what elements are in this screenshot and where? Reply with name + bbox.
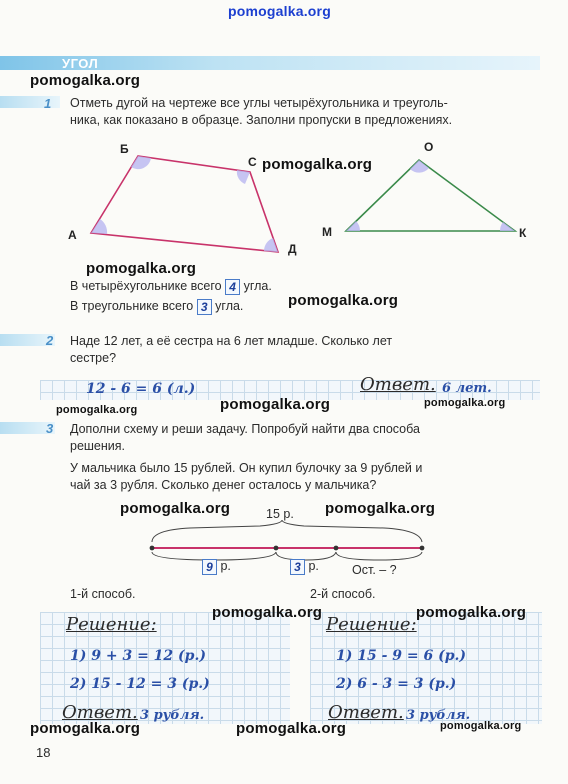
scheme-part2: [290, 558, 319, 575]
vertex-label-o: О: [424, 140, 434, 154]
sentence2-before: В треугольнике всего: [70, 299, 194, 313]
section-title: УГОЛ: [62, 56, 99, 71]
segment-point: [334, 546, 339, 551]
method1-label: 1-й способ.: [70, 587, 136, 601]
task1-text-line1: Отметь дугой на чертеже все углы четырёхугольника и треуголь-: [70, 96, 448, 110]
watermark: pomogalka.org: [56, 404, 138, 416]
method2-step1: 1) 15 - 9 = 6 (р.): [336, 648, 467, 664]
segment-point: [150, 546, 155, 551]
task1-number: 1: [44, 96, 52, 111]
total-brace: [152, 520, 422, 542]
segment-point: [420, 546, 425, 551]
method1-answer-label: Ответ.: [62, 702, 138, 723]
method2-answer-value: 3 рубля.: [406, 708, 471, 723]
watermark: pomogalka.org: [212, 604, 323, 621]
task2-answer-value: 6 лет.: [442, 381, 492, 396]
task3-text-line2: решения.: [70, 439, 126, 453]
method1-answer-value: 3 рубля.: [140, 708, 205, 723]
scheme-part1-unit: р.: [220, 559, 231, 573]
angle-arc-o: [410, 160, 429, 173]
method1-step1: 1) 9 + 3 = 12 (р.): [70, 648, 206, 664]
task3-problem: [70, 460, 540, 494]
watermark: pomogalka.org: [30, 720, 141, 737]
task2-number: 2: [46, 333, 54, 348]
task1-text-line2: ника, как показано в образце. Заполни пропуски в предложениях.: [70, 113, 453, 127]
watermark: pomogalka.org: [30, 72, 141, 89]
scheme-part2-box: 3: [290, 559, 305, 575]
watermark: pomogalka.org: [325, 500, 436, 517]
task3-text-line1: Дополни схему и реши задачу. Попробуй найти два способа: [70, 422, 420, 436]
watermark: pomogalka.org: [424, 397, 506, 409]
watermark: pomogalka.org: [120, 500, 231, 517]
segment-point: [274, 546, 279, 551]
angle-arc-k: [500, 222, 515, 231]
quadrilateral-shape: [91, 156, 278, 252]
method2-label: 2-й способ.: [310, 587, 376, 601]
watermark: pomogalka.org: [416, 604, 527, 621]
method1-solution-word: Решение:: [66, 614, 157, 635]
task3-number: 3: [46, 421, 54, 436]
scheme-part1-box: 9: [202, 559, 217, 575]
method1-step2: 2) 15 - 12 = 3 (р.): [70, 676, 210, 692]
scheme-part1: [202, 558, 231, 575]
task1-sentence1: [70, 278, 272, 295]
angle-arc-a: [91, 219, 107, 234]
vertex-label-a: А: [68, 228, 77, 242]
vertex-label-m: М: [322, 225, 332, 239]
angle-arc-m: [346, 221, 360, 231]
watermark: pomogalka.org: [220, 396, 331, 413]
task3-text-line4: чай за 3 рубля. Сколько денег осталось у мальчика?: [70, 478, 377, 492]
angle-arc-c: [237, 170, 250, 184]
task3-text-line3: У мальчика было 15 рублей. Он купил булочку за 9 рублей и: [70, 461, 423, 475]
watermark: pomogalka.org: [86, 260, 197, 277]
task2-text-line2: сестре?: [70, 351, 117, 365]
page-number: 18: [36, 745, 51, 760]
task2-solution: 12 - 6 = 6 (л.): [86, 381, 196, 397]
sentence2-answer-box: 3: [197, 299, 212, 315]
watermark: pomogalka.org: [262, 156, 373, 173]
method2-step2: 2) 6 - 3 = 3 (р.): [336, 676, 457, 692]
task2-text: [70, 333, 540, 367]
watermark: pomogalka.org: [236, 720, 347, 737]
angle-arc-b: [131, 156, 151, 169]
rest-brace: [336, 552, 422, 560]
method2-answer-label: Ответ.: [328, 702, 404, 723]
task2-answer-label: Ответ.: [360, 374, 436, 395]
task1-sentence2: [70, 298, 243, 315]
sentence1-after: угла.: [243, 279, 272, 293]
scheme-part2-unit: р.: [308, 559, 319, 573]
vertex-label-b: Б: [120, 142, 129, 156]
vertex-label-k: К: [519, 226, 527, 240]
method2-solution-word: Решение:: [326, 614, 417, 635]
sentence1-answer-box: 4: [225, 279, 240, 295]
task3-text: [70, 421, 540, 455]
vertex-label-d: Д: [288, 242, 297, 256]
vertex-label-c: С: [248, 155, 257, 169]
task2-text-line1: Наде 12 лет, а её сестра на 6 лет младше. Сколько лет: [70, 334, 393, 348]
watermark: pomogalka.org: [440, 720, 522, 732]
watermark-top: pomogalka.org: [228, 3, 331, 19]
sentence1-before: В четырёхугольнике всего: [70, 279, 222, 293]
watermark: pomogalka.org: [288, 292, 399, 309]
scheme-total-label: 15 р.: [266, 507, 294, 521]
scheme-rest-label: Ост. – ?: [352, 563, 397, 577]
sentence2-after: угла.: [215, 299, 244, 313]
